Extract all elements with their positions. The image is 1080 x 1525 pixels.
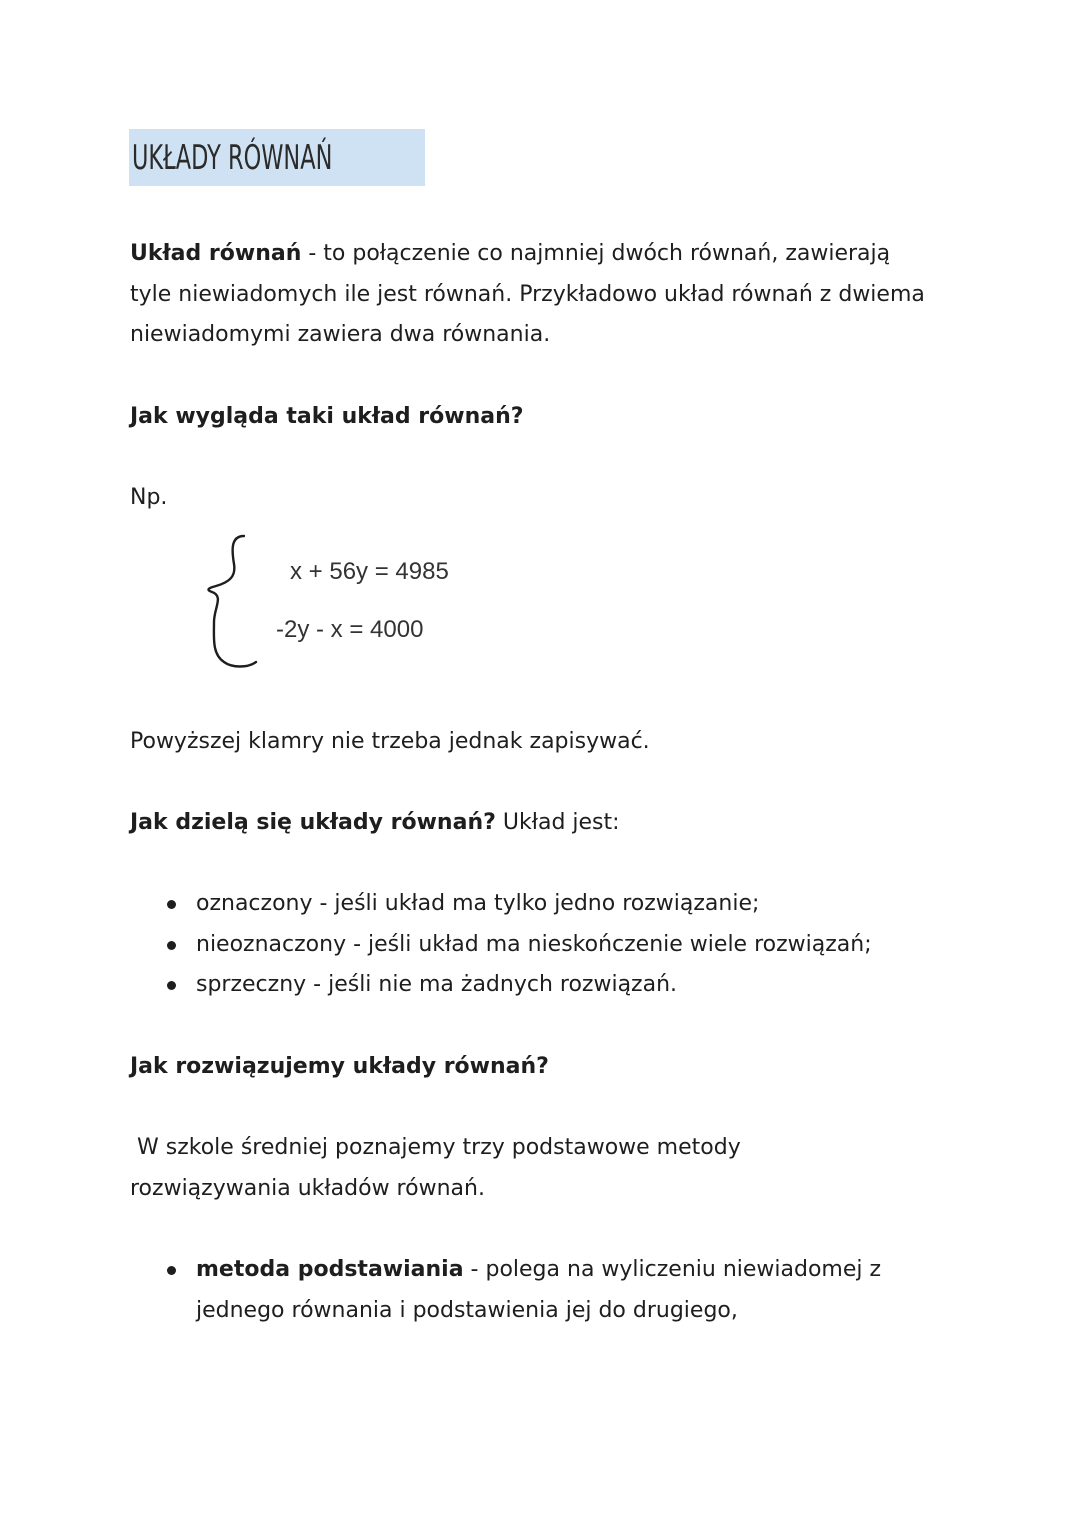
brace-note: Powyższej klamry nie trzeba jednak zapisywać. (130, 729, 650, 754)
methods-list (160, 1250, 920, 1331)
question-2-bold: Jak dzielą się układy równań? (130, 810, 496, 835)
intro-term: Układ równań (130, 241, 302, 266)
equation-2: -2y - x = 4000 (276, 616, 424, 643)
question-heading-1: Jak wygląda taki układ równań? (130, 404, 524, 429)
question-2-rest: Układ jest: (495, 810, 620, 835)
title-highlight (129, 129, 425, 186)
list-item (160, 884, 872, 925)
curly-brace-icon (200, 530, 260, 670)
page-title: UKŁADY RÓWNAŃ (132, 137, 333, 178)
intro-definition: - to połączenie co najmniej dwóch równań, zawierają tyle niewiadomych ile jest równań. Przykładowo układ równań z dwiema niewiadomymi zawiera dwa równania. (130, 241, 925, 347)
types-list (160, 884, 872, 1006)
list-item (160, 1250, 920, 1331)
question-heading-2 (130, 803, 620, 843)
bullet-icon (167, 981, 176, 990)
methods-intro: W szkole średniej poznajemy trzy podstawowe metody rozwiązywania układów równań. (130, 1135, 748, 1201)
equation-1: x + 56y = 4985 (290, 558, 449, 585)
bullet-icon (167, 941, 176, 950)
type-text: oznaczony - jeśli układ ma tylko jedno rozwiązanie; (196, 891, 760, 916)
method-name: metoda podstawiania (196, 1257, 464, 1282)
bullet-icon (167, 1266, 176, 1275)
question-heading-3: Jak rozwiązujemy układy równań? (130, 1054, 549, 1079)
type-text: sprzeczny - jeśli nie ma żadnych rozwiązań. (196, 972, 678, 997)
equation-system (200, 530, 500, 670)
method-description: - polega na wyliczeniu niewiadomej z jednego równania i podstawienia jej do drugiego, (196, 1257, 882, 1323)
example-label: Np. (130, 485, 168, 510)
intro-paragraph (130, 234, 930, 356)
list-item (160, 965, 872, 1006)
bullet-icon (167, 900, 176, 909)
type-text: nieoznaczony - jeśli układ ma nieskończenie wiele rozwiązań; (196, 931, 872, 957)
list-item (160, 925, 872, 966)
